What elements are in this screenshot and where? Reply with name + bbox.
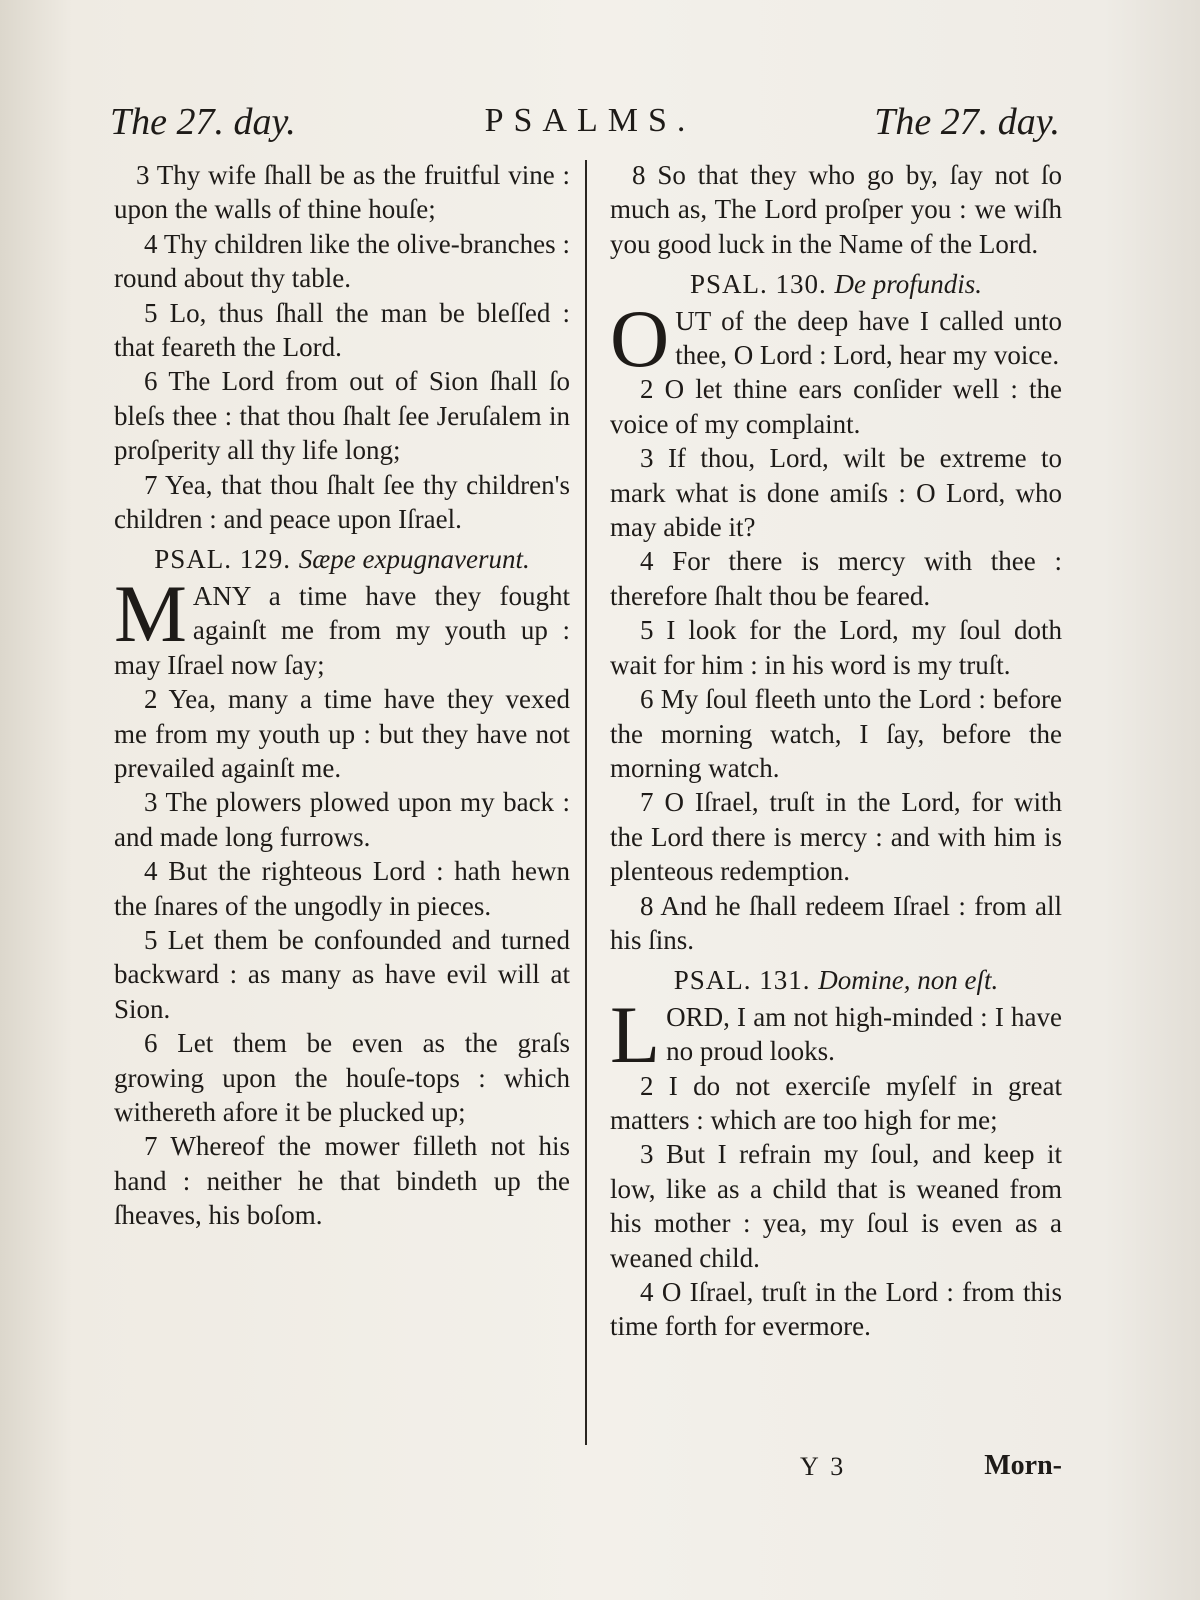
psalm-131-title: Domine, non eſt. <box>818 965 999 996</box>
verse-128-7: 7 Yea, that thou ſhalt ſee thy children's children : and peace upon Iſrael. <box>114 469 570 535</box>
page-footer <box>610 1452 1062 1492</box>
verse-129-7: 7 Whereof the mower filleth not his hand : neither he that bindeth up the ſheaves, his boſom. <box>114 1131 570 1231</box>
verse-130-3: 3 If thou, Lord, wilt be extreme to mark what is done amiſs : O Lord, who may abide it? <box>610 443 1062 543</box>
psalm-130-opening <box>610 292 1062 384</box>
verse-130-4: 4 For there is mercy with thee : therefore ſhalt thou be feared. <box>610 546 1062 611</box>
verse-131-3: 3 But I refrain my ſoul, and keep it low, like as a child that is weaned from his mother : yea, my ſoul is even as a weaned child. <box>610 1139 1062 1273</box>
signature-mark: Y 3 <box>800 1452 847 1481</box>
psalm-129-opening <box>114 567 570 682</box>
column-divider <box>585 160 587 1445</box>
verse-130-2: 2 O let thine ears conſider well : the voice of my complaint. <box>610 374 1062 439</box>
running-header <box>110 100 1060 150</box>
psalm-130-heading <box>610 267 1062 301</box>
verse-130-7: 7 O Iſrael, truſt in the Lord, for with the Lord there is mercy : and with him is plenteous redemption. <box>610 787 1062 887</box>
left-column <box>114 158 570 1233</box>
header-book-title: PSALMS. <box>484 102 696 139</box>
catchword: Morn- <box>984 1450 1062 1481</box>
verse-131-2: 2 I do not exerciſe myſelf in great matters : which are too high for me; <box>610 1070 1062 1135</box>
verse-129-6: 6 Let them be even as the graſs growing upon the houſe-tops : which withereth afore it be plucked up; <box>114 1028 570 1127</box>
psalm-131-heading <box>610 963 1062 997</box>
psalm-130-opening-text: UT of the deep have I called unto thee, O Lord : Lord, hear my voice. <box>675 305 1062 371</box>
verse-128-5: 5 Lo, thus ſhall the man be bleſſed : that feareth the Lord. <box>114 297 570 363</box>
psalm-129-number: PSAL. 129. <box>154 544 292 575</box>
dropcap-l: L <box>610 988 661 1080</box>
dropcap-o: O <box>610 292 670 384</box>
verse-129-2: 2 Yea, many a time have they vexed me from my youth up : but they have not prevailed againſt me. <box>114 684 570 783</box>
verse-129-3: 3 The plowers plowed upon my back : and made long furrows. <box>114 787 570 852</box>
verse-131-4: 4 O Iſrael, truſt in the Lord : from this time forth for evermore. <box>610 1277 1062 1342</box>
verse-129-8: 8 So that they who go by, ſay not ſo much as, The Lord proſper you : we wiſh you good luck in the Name of the Lord. <box>610 160 1062 259</box>
verse-130-6: 6 My ſoul fleeth unto the Lord : before the morning watch, I ſay, before the morning watch. <box>610 684 1062 783</box>
psalm-130-number: PSAL. 130. <box>689 269 827 300</box>
dropcap-m: M <box>114 567 187 659</box>
psalm-131-opening <box>610 988 1062 1080</box>
verse-128-3: 3 Thy wife ſhall be as the fruitful vine : upon the walls of thine houſe; <box>114 160 570 225</box>
verse-129-5: 5 Let them be confounded and turned backward : as many as have evil will at Sion. <box>114 924 570 1024</box>
psalm-131-number: PSAL. 131. <box>673 965 811 996</box>
verse-128-6: 6 The Lord from out of Sion ſhall ſo bleſs thee : that thou ſhalt ſee Jeruſalem in proſperity all thy life long; <box>114 366 570 466</box>
verse-130-8: 8 And he ſhall redeem Iſrael : from all his ſins. <box>610 890 1062 955</box>
psalm-129-title: Sæpe expugnaverunt. <box>298 544 530 575</box>
psalm-129-opening-text: ANY a time have they fought againſt me from my youth up : may Iſrael now ſay; <box>114 580 570 680</box>
psalm-129-heading <box>114 542 570 576</box>
header-day-right: The 27. day. <box>874 101 1060 143</box>
psalm-130-title: De profundis. <box>834 269 983 300</box>
psalm-131-opening-text: ORD, I am not high-minded : I have no proud looks. <box>666 1001 1062 1067</box>
verse-130-5: 5 I look for the Lord, my ſoul doth wait for him : in his word is my truſt. <box>610 615 1062 680</box>
verse-129-4: 4 But the righteous Lord : hath hewn the ſnares of the ungodly in pieces. <box>114 856 570 921</box>
verse-128-4: 4 Thy children like the olive-branches : round about thy table. <box>114 228 570 294</box>
header-day-left: The 27. day. <box>110 101 296 143</box>
right-column <box>610 158 1062 1344</box>
